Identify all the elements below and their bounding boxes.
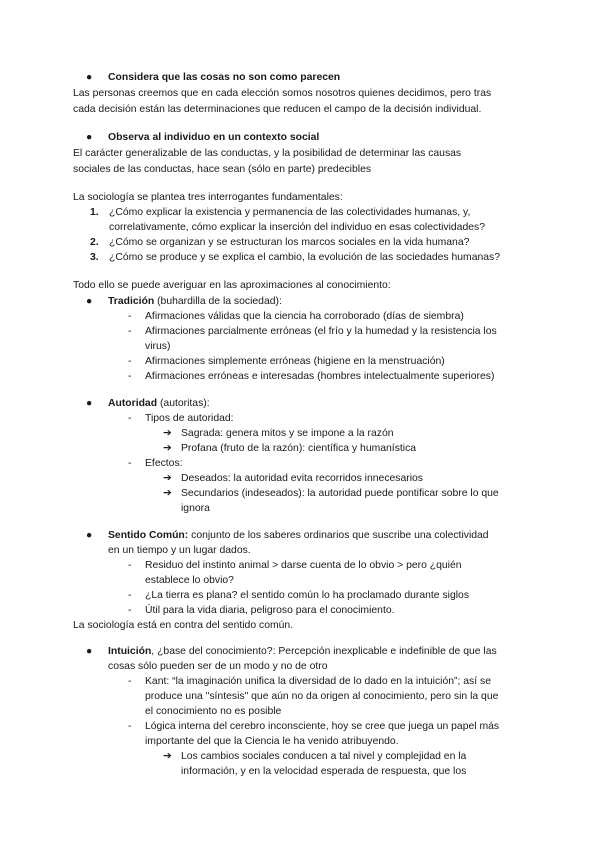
sub-item: importante del que la Ciencia le ha venido atribuyendo.: [145, 736, 399, 747]
list-item: ¿Cómo se organizan y se estructuran los marcos sociales en la vida humana?: [109, 237, 470, 248]
list-item: [108, 294, 282, 309]
list-item: cosas sólo pueden ser de un modo y no de otro: [108, 661, 328, 672]
term: Intuición: [108, 646, 152, 657]
sub-item: Afirmaciones erróneas e interesadas (hombres intelectualmente superiores): [145, 371, 495, 382]
sub-item: virus): [145, 341, 171, 352]
term: Tradición: [108, 296, 155, 307]
paragraph-line: cada decisión están las determinaciones que reducen el campo de la decisión individual.: [73, 104, 482, 115]
arrow-right-icon: ➔: [163, 488, 172, 499]
dash-bullet: -: [128, 311, 132, 322]
term-description: , ¿base del conocimiento?: Percepción inexplicable e indefinible de que las: [151, 646, 497, 657]
sub-item: Efectos:: [145, 458, 183, 469]
term-description: (autoritas):: [157, 398, 210, 409]
dash-bullet: -: [128, 721, 132, 732]
sub-item: Afirmaciones parcialmente erróneas (el frío y la humedad y la resistencia los: [145, 326, 497, 337]
list-number: 3.: [90, 252, 99, 263]
sub-item: el conocimiento no es posible: [145, 706, 282, 717]
paragraph-line: La sociología está en contra del sentido común.: [73, 620, 294, 631]
dash-bullet: -: [128, 676, 132, 687]
arrow-right-icon: ➔: [163, 443, 172, 454]
paragraph-line: Todo ello se puede averiguar en las aproximaciones al conocimiento:: [73, 280, 391, 291]
sub-item: Afirmaciones simplemente erróneas (higiene en la menstruación): [145, 356, 445, 367]
sub-item: Kant: “la imaginación unifica la diversidad de lo dado en la intuición”; así se: [145, 676, 491, 687]
term-description: (buhardilla de la sociedad):: [154, 296, 282, 307]
list-item: ¿Cómo se produce y se explica el cambio, la evolución de las sociedades humanas?: [109, 252, 501, 263]
term: Autoridad: [108, 398, 158, 409]
sub-item: ¿La tierra es plana? el sentido común lo ha proclamado durante siglos: [145, 590, 470, 601]
list-number: 1.: [90, 207, 99, 218]
sub-item: Afirmaciones válidas que la ciencia ha corroborado (días de siembra): [145, 311, 464, 322]
arrow-right-icon: ➔: [163, 473, 172, 484]
list-item: [108, 528, 489, 543]
sub-sub-item: Sagrada: genera mitos y se impone a la razón: [181, 428, 394, 439]
term: Sentido Común:: [108, 530, 189, 541]
dash-bullet: -: [128, 371, 132, 382]
list-item: en un tiempo y un lugar dados.: [108, 545, 251, 556]
sub-item: produce una "síntesis" que aún no da origen al conocimiento, pero sin la que: [145, 691, 499, 702]
bullet-icon: ●: [86, 72, 93, 83]
sub-sub-item: Profana (fruto de la razón): científica y humanística: [181, 443, 417, 454]
list-number: 2.: [90, 237, 99, 248]
list-item: ¿Cómo explicar la existencia y permanencia de las colectividades humanas, y,: [109, 207, 471, 218]
paragraph-line: El carácter generalizable de las conductas, y la posibilidad de determinar las causas: [73, 148, 462, 159]
section-heading: Observa al individuo en un contexto social: [108, 132, 320, 143]
dash-bullet: -: [128, 560, 132, 571]
bullet-icon: ●: [86, 646, 93, 657]
sub-sub-item: información, y en la velocidad esperada de respuesta, que los: [181, 766, 467, 777]
sub-sub-item: Secundarios (indeseados): la autoridad puede pontificar sobre lo que: [181, 488, 499, 499]
sub-item: Tipos de autoridad:: [145, 413, 234, 424]
sub-sub-item: Los cambios sociales conducen a tal nivel y complejidad en la: [181, 751, 467, 762]
paragraph-line: La sociología se plantea tres interrogantes fundamentales:: [73, 192, 343, 203]
dash-bullet: -: [128, 458, 132, 469]
sub-item: Lógica interna del cerebro inconsciente, hoy se cree que juega un papel más: [145, 721, 500, 732]
list-item: [108, 396, 210, 411]
dash-bullet: -: [128, 356, 132, 367]
sub-sub-item: Deseados: la autoridad evita recorridos innecesarios: [181, 473, 424, 484]
arrow-right-icon: ➔: [163, 751, 172, 762]
dash-bullet: -: [128, 590, 132, 601]
dash-bullet: -: [128, 605, 132, 616]
sub-sub-item: ignora: [181, 503, 210, 514]
bullet-icon: ●: [86, 398, 93, 409]
list-item: [108, 644, 497, 659]
sub-item: Residuo del instinto animal > darse cuenta de lo obvio > pero ¿quién: [145, 560, 462, 571]
dash-bullet: -: [128, 326, 132, 337]
bullet-icon: ●: [86, 132, 93, 143]
arrow-right-icon: ➔: [163, 428, 172, 439]
section-heading: Considera que las cosas no son como parecen: [108, 72, 341, 83]
paragraph-line: sociales de las conductas, hace sean (sólo en parte) predecibles: [73, 164, 372, 175]
sub-item: establece lo obvio?: [145, 575, 234, 586]
dash-bullet: -: [128, 413, 132, 424]
paragraph-line: Las personas creemos que en cada elección somos nosotros quienes decidimos, pero tras: [73, 88, 492, 99]
sub-item: Útil para la vida diaria, peligroso para el conocimiento.: [145, 605, 395, 616]
list-item: correlativamente, cómo explicar la inserción del individuo en esas colectividades?: [109, 222, 485, 233]
bullet-icon: ●: [86, 296, 93, 307]
term-description: conjunto de los saberes ordinarios que suscribe una colectividad: [188, 530, 489, 541]
bullet-icon: ●: [86, 530, 93, 541]
